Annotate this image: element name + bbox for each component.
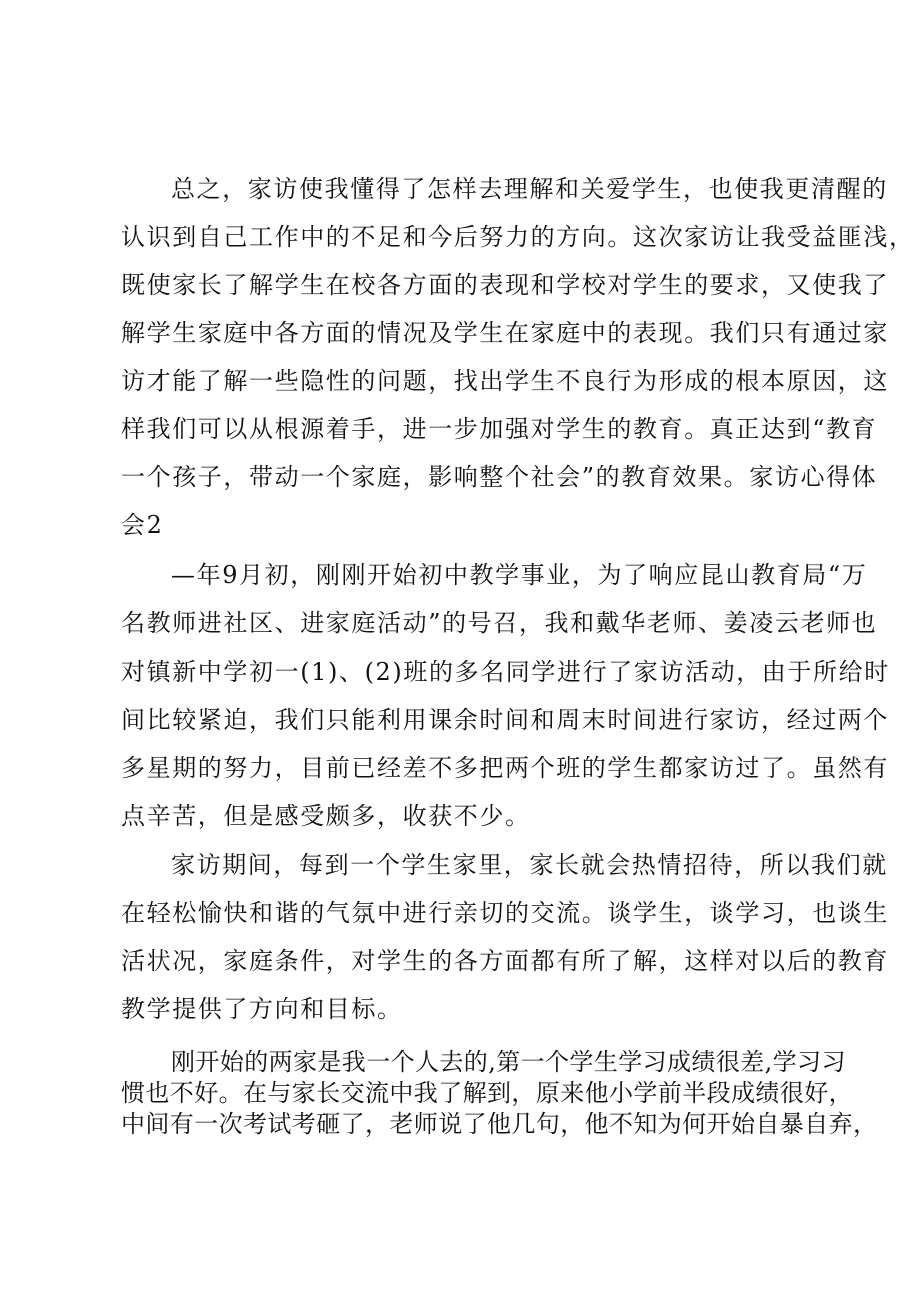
text-line: 刚开始的两家是我一个人去的,第一个学生学习成绩很差,学习习 [171, 1048, 846, 1076]
text-line: 教学提供了方向和目标。 [121, 995, 403, 1023]
text-line: 样我们可以从根源着手，进一步加强对学生的教育。真正达到“教育 [121, 415, 878, 443]
text-line: 名教师进社区、进家庭活动”的号召，我和戴华老师、姜凌云老师也 [121, 609, 878, 637]
text-line: 家访期间，每到一个学生家里，家长就会热情招待，所以我们就 [171, 851, 888, 879]
text-line: 多星期的努力，目前已经差不多把两个班的学生都家访过了。虽然有 [121, 754, 889, 782]
text-line: 会2 [121, 511, 164, 539]
text-line: 对镇新中学初一(1)、(2)班的多名同学进行了家访活动，由于所给时 [121, 658, 890, 686]
text-line: 访才能了解一些隐性的问题，找出学生不良行为形成的根本原因，这 [121, 367, 889, 395]
text-line: 既使家长了解学生在校各方面的表现和学校对学生的要求，又使我了 [121, 271, 889, 299]
text-line: 中间有一次考试考砸了，老师说了他几句，他不知为何开始自暴自弃， [121, 1110, 878, 1138]
text-line: 一个孩子，带动一个家庭，影响整个社会”的教育效果。家访心得体 [121, 463, 878, 491]
text-line: 点辛苦，但是感受颇多，收获不少。 [121, 802, 531, 830]
text-line: 惯也不好。在与家长交流中我了解到，原来他小学前半段成绩很好， [121, 1079, 853, 1107]
text-line: —年9月初，刚刚开始初中教学事业，为了响应昆山教育局“万 [171, 561, 868, 589]
text-line: 总之，家访使我懂得了怎样去理解和关爱学生，也使我更清醒的 [171, 175, 888, 203]
text-line: 在轻松愉快和谐的气氛中进行亲切的交流。谈学生，谈学习，也谈生 [121, 899, 889, 927]
text-line: 解学生家庭中各方面的情况及学生在家庭中的表现。我们只有通过家 [121, 319, 889, 347]
text-line: 活状况，家庭条件，对学生的各方面都有所了解，这样对以后的教育 [121, 947, 889, 975]
text-line: 认识到自己工作中的不足和今后努力的方向。这次家访让我受益匪浅， [121, 223, 915, 251]
text-line: 间比较紧迫，我们只能利用课余时间和周末时间进行家访，经过两个 [121, 706, 889, 734]
